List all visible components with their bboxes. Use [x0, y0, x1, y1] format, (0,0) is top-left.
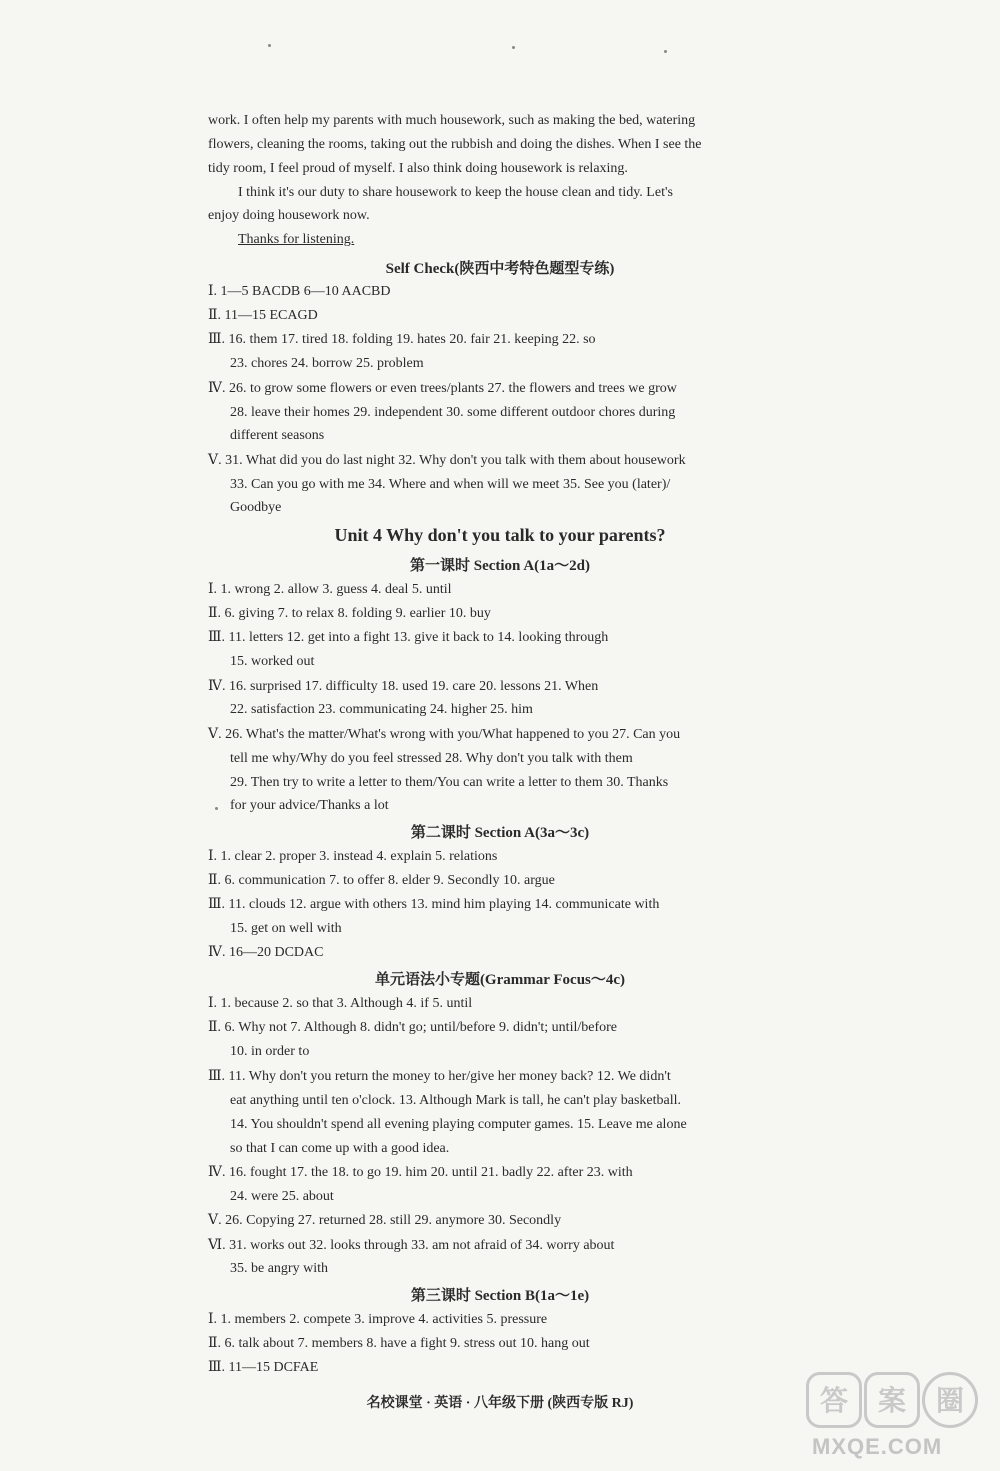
answer-line: different seasons	[230, 428, 325, 443]
watermark-glyph-box	[922, 1372, 978, 1428]
answer-line: Ⅲ. 16. them 17. tired 18. folding 19. hates 20. fair 21. keeping 22. so	[208, 332, 596, 347]
answer-line: Ⅲ. 11. clouds 12. argue with others 13. mind him playing 14. communicate with	[208, 897, 660, 912]
answer-line: 28. leave their homes 29. independent 30. some different outdoor chores during	[230, 405, 676, 420]
svg-text:圈: 圈	[935, 1384, 965, 1417]
answer-line: Ⅰ. 1. because 2. so that 3. Although 4. if 5. until	[208, 996, 473, 1011]
answer-line: Ⅱ. 6. Why not 7. Although 8. didn't go; until/before 9. didn't; until/before	[208, 1020, 617, 1035]
answer-line: Ⅳ. 16. fought 17. the 18. to go 19. him 20. until 21. badly 22. after 23. with	[208, 1165, 633, 1180]
svg-text:案: 案	[877, 1384, 907, 1417]
answer-line: 24. were 25. about	[230, 1189, 334, 1204]
answer-line: 23. chores 24. borrow 25. problem	[230, 356, 424, 371]
answer-line: Ⅰ. 1. members 2. compete 3. improve 4. activities 5. pressure	[208, 1312, 548, 1327]
answer-line: 35. be angry with	[230, 1261, 328, 1276]
answer-line: Ⅲ. 11. letters 12. get into a fight 13. give it back to 14. looking through	[208, 630, 609, 645]
answer-line: 15. worked out	[230, 654, 315, 669]
intro-line: work. I often help my parents with much housework, such as making the bed, watering	[208, 113, 696, 128]
lesson3-heading: 第三课时 Section B(1a～1e)	[410, 1288, 590, 1304]
answer-line: Ⅱ. 6. giving 7. to relax 8. folding 9. earlier 10. buy	[208, 606, 491, 621]
answer-line: for your advice/Thanks a lot	[230, 798, 389, 813]
answer-line: Ⅰ. 1. wrong 2. allow 3. guess 4. deal 5. until	[208, 582, 452, 597]
scan-speck	[512, 46, 515, 49]
answer-line: Ⅰ. 1—5 BACDB 6—10 AACBD	[208, 284, 391, 299]
self-check-heading: Self Check(陕西中考特色题型专练)	[385, 261, 615, 277]
page-footer: 名校课堂 · 英语 · 八年级下册 (陕西专版 RJ)	[366, 1396, 634, 1411]
answer-line: so that I can come up with a good idea.	[230, 1141, 450, 1156]
answer-line: 14. You shouldn't spend all evening playing computer games. 15. Leave me alone	[230, 1117, 687, 1132]
answer-line: Ⅲ. 11. Why don't you return the money to her/give her money back? 12. We didn't	[208, 1069, 671, 1084]
answer-line: Ⅲ. 11—15 DCFAE	[208, 1360, 319, 1375]
unit-title: Unit 4 Why don't you talk to your parents?	[334, 525, 666, 545]
answer-line: Ⅴ. 31. What did you do last night 32. Why don't you talk with them about housework	[208, 453, 686, 468]
intro-closing: Thanks for listening.	[238, 232, 355, 247]
answer-line: Ⅱ. 6. talk about 7. members 8. have a fight 9. stress out 10. hang out	[208, 1336, 590, 1351]
answer-line: Ⅳ. 16—20 DCDAC	[208, 945, 324, 960]
scan-speck	[664, 50, 667, 53]
answer-line: Ⅱ. 6. communication 7. to offer 8. elder 9. Secondly 10. argue	[208, 873, 555, 888]
grammar-heading: 单元语法小专题(Grammar Focus～4c)	[374, 972, 626, 988]
scan-speck	[215, 807, 218, 810]
answer-line: Ⅴ. 26. Copying 27. returned 28. still 29. anymore 30. Secondly	[208, 1213, 562, 1228]
answer-line: Ⅱ. 11—15 ECAGD	[208, 308, 318, 323]
watermark-text: MXQE.COM	[812, 1434, 943, 1459]
intro-line: tidy room, I feel proud of myself. I also think doing housework is relaxing.	[208, 161, 628, 176]
answer-line: 29. Then try to write a letter to them/You can write a letter to them 30. Thanks	[230, 775, 669, 790]
scan-speck	[268, 44, 271, 47]
answer-line: Ⅴ. 26. What's the matter/What's wrong with you/What happened to you 27. Can you	[208, 727, 681, 742]
intro-line: enjoy doing housework now.	[208, 208, 370, 223]
answer-line: 15. get on well with	[230, 921, 342, 936]
intro-line: flowers, cleaning the rooms, taking out the rubbish and doing the dishes. When I see the	[208, 137, 702, 152]
answer-line: Ⅳ. 16. surprised 17. difficulty 18. used 19. care 20. lessons 21. When	[208, 679, 599, 694]
lesson1-heading: 第一课时 Section A(1a～2d)	[409, 558, 590, 574]
answer-line: 22. satisfaction 23. communicating 24. higher 25. him	[230, 702, 533, 717]
watermark-logo	[802, 1368, 982, 1463]
answer-line: Goodbye	[230, 500, 282, 515]
answer-line: Ⅵ. 31. works out 32. looks through 33. am not afraid of 34. worry about	[208, 1238, 615, 1253]
svg-text:答: 答	[819, 1384, 849, 1417]
watermark-glyph-box	[806, 1372, 862, 1428]
watermark-glyph-box	[864, 1372, 920, 1428]
intro-line: I think it's our duty to share housework to keep the house clean and tidy. Let's	[238, 185, 673, 200]
answer-line: tell me why/Why do you feel stressed 28. Why don't you talk with them	[230, 751, 633, 766]
answer-line: Ⅰ. 1. clear 2. proper 3. instead 4. explain 5. relations	[208, 849, 498, 864]
answer-line: eat anything until ten o'clock. 13. Although Mark is tall, he can't play basketball.	[230, 1093, 682, 1108]
lesson2-heading: 第二课时 Section A(3a～3c)	[410, 825, 590, 841]
answer-line: 33. Can you go with me 34. Where and when will we meet 35. See you (later)/	[230, 477, 671, 492]
answer-line: Ⅳ. 26. to grow some flowers or even trees/plants 27. the flowers and trees we grow	[208, 381, 677, 396]
answer-line: 10. in order to	[230, 1044, 310, 1059]
